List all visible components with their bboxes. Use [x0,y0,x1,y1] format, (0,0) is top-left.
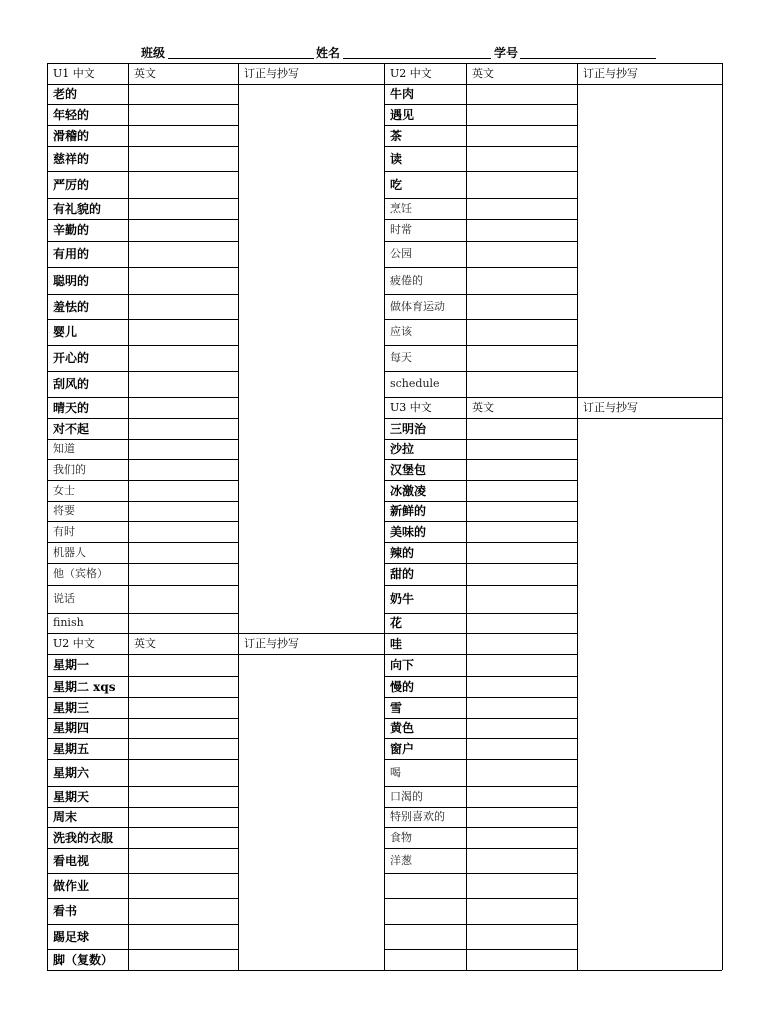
vocab-chinese-cell: finish [53,616,84,629]
vocab-chinese-cell: 奶牛 [390,592,415,606]
english-answer-cell[interactable] [466,949,577,970]
english-answer-cell[interactable] [128,459,238,480]
vocab-chinese-cell: 遇见 [390,107,415,122]
vocab-chinese-cell: 辣的 [390,545,415,560]
english-answer-cell[interactable] [466,104,577,125]
class-blank[interactable] [168,58,314,59]
english-answer-cell[interactable] [128,125,238,146]
correction-column-header: 订正与抄写 [244,66,299,80]
english-answer-cell[interactable] [128,345,238,371]
english-answer-cell[interactable] [466,198,577,219]
vocab-chinese-cell: 辛勤的 [53,223,90,237]
vocab-chinese-cell: 看电视 [53,853,90,868]
vocab-chinese-cell: 他（宾格） [53,567,108,580]
vocab-chinese-cell: 公园 [390,247,412,260]
vocab-chinese-cell: 洋葱 [390,853,412,867]
english-answer-cell[interactable] [466,501,577,521]
vocab-chinese-cell: 我们的 [53,462,86,476]
vocab-chinese-cell: 汉堡包 [390,462,427,477]
english-answer-cell[interactable] [466,439,577,459]
vocab-chinese-cell: 羞怯的 [53,299,90,314]
english-answer-cell[interactable] [128,924,238,949]
english-answer-cell[interactable] [128,219,238,241]
english-answer-cell[interactable] [466,219,577,241]
english-answer-cell[interactable] [128,104,238,125]
english-answer-cell[interactable] [128,198,238,219]
vocab-chinese-cell: 新鲜的 [390,504,427,518]
english-answer-cell[interactable] [128,563,238,585]
chinese-blank-cell[interactable] [384,898,466,924]
vocab-chinese-cell: 特别喜欢的 [390,810,445,823]
vocab-chinese-cell: 周末 [53,810,78,824]
english-column-header: 英文 [134,636,156,650]
english-answer-cell[interactable] [128,759,238,786]
correction-column-header: 订正与抄写 [583,400,638,414]
english-answer-cell[interactable] [128,949,238,970]
english-answer-cell[interactable] [128,171,238,198]
english-answer-cell[interactable] [466,345,577,371]
vocab-chinese-cell: 应该 [390,325,412,338]
vocab-chinese-cell: 口渴的 [390,789,423,803]
vocab-chinese-cell: 知道 [53,442,75,455]
vocab-chinese-cell: 甜的 [390,567,415,581]
vocab-chinese-cell: 牛肉 [390,87,415,101]
english-answer-cell[interactable] [128,371,238,397]
chinese-blank-cell[interactable] [384,873,466,898]
vocab-chinese-cell: 疲倦的 [390,273,423,287]
english-answer-cell[interactable] [466,480,577,501]
english-answer-cell[interactable] [466,827,577,848]
english-answer-cell[interactable] [128,397,238,418]
english-answer-cell[interactable] [466,563,577,585]
english-answer-cell[interactable] [128,676,238,697]
english-answer-cell[interactable] [466,542,577,563]
english-answer-cell[interactable] [128,718,238,738]
english-answer-cell[interactable] [466,267,577,294]
english-answer-cell[interactable] [466,613,577,633]
name-blank[interactable] [343,58,491,59]
english-answer-cell[interactable] [466,585,577,613]
vocab-chinese-cell: 喝 [390,765,401,779]
english-answer-cell[interactable] [128,84,238,104]
vocab-chinese-cell: 刮风的 [53,377,90,391]
vocab-chinese-cell: 机器人 [53,545,86,559]
english-answer-cell[interactable] [128,898,238,924]
english-answer-cell[interactable] [466,759,577,786]
vocab-chinese-cell: 老的 [53,87,78,101]
vocab-chinese-cell: 晴天的 [53,400,90,415]
row-rule [47,970,238,971]
id-blank[interactable] [520,58,656,59]
vocab-chinese-cell: 女士 [53,483,75,497]
english-answer-cell[interactable] [466,718,577,738]
vocab-chinese-cell: schedule [390,377,440,390]
english-answer-cell[interactable] [466,371,577,397]
vocab-chinese-cell: 慢的 [390,679,415,694]
english-answer-cell[interactable] [466,521,577,542]
english-answer-cell[interactable] [466,848,577,873]
vocab-chinese-cell: 慈祥的 [53,151,90,166]
correction-area[interactable] [577,84,722,397]
column-rule [384,63,385,970]
english-answer-cell[interactable] [128,241,238,267]
vocab-chinese-cell: 严厉的 [53,177,90,192]
vocab-chinese-cell: 向下 [390,658,415,672]
chinese-blank-cell[interactable] [384,949,466,970]
english-answer-cell[interactable] [466,146,577,171]
vocab-chinese-cell: 哇 [390,636,403,651]
english-answer-cell[interactable] [128,807,238,827]
english-answer-cell[interactable] [466,738,577,759]
vocab-chinese-cell: 星期三 [53,700,90,715]
english-answer-cell[interactable] [128,738,238,759]
name-label: 姓名 [316,46,341,60]
vocab-chinese-cell: 星期一 [53,658,90,672]
vocab-chinese-cell: 美味的 [390,524,427,539]
english-answer-cell[interactable] [128,827,238,848]
vocab-chinese-cell: 读 [390,151,403,166]
vocab-chinese-cell: 说话 [53,592,75,605]
vocab-chinese-cell: 做体育运动 [390,299,445,313]
header [0,44,768,64]
row-rule [384,397,722,398]
column-rule [47,63,48,970]
vocab-chinese-cell: 烹饪 [390,201,412,215]
vocab-chinese-cell: 对不起 [53,421,90,436]
english-answer-cell[interactable] [128,480,238,501]
vocab-chinese-cell: 看书 [53,904,78,918]
vocab-chinese-cell: 沙拉 [390,442,415,456]
english-answer-cell[interactable] [128,613,238,633]
english-answer-cell[interactable] [466,873,577,898]
english-column-header: 英文 [472,400,494,414]
correction-column-header: 订正与抄写 [583,66,638,80]
english-answer-cell[interactable] [128,267,238,294]
english-answer-cell[interactable] [128,848,238,873]
english-answer-cell[interactable] [466,84,577,104]
english-answer-cell[interactable] [466,697,577,718]
english-column-header: 英文 [134,66,156,80]
vocab-chinese-cell: 星期二 xqs [53,679,116,694]
vocab-chinese-cell: 时常 [390,223,412,236]
vocab-chinese-cell: 窗户 [390,741,415,756]
vocab-chinese-cell: 花 [390,616,403,630]
vocab-chinese-cell: 雪 [390,700,403,715]
english-answer-cell[interactable] [128,439,238,459]
column-rule [722,63,723,970]
vocab-chinese-cell: 婴儿 [53,325,78,339]
vocab-chinese-cell: 滑稽的 [53,128,90,143]
english-answer-cell[interactable] [128,873,238,898]
id-label: 学号 [494,46,519,60]
english-answer-cell[interactable] [466,241,577,267]
english-answer-cell[interactable] [128,501,238,521]
vocab-chinese-cell: 星期四 [53,721,90,735]
english-answer-cell[interactable] [466,786,577,807]
vocab-chinese-cell: 有时 [53,524,75,538]
vocab-chinese-cell: 聪明的 [53,273,90,288]
vocab-chinese-cell: 食物 [390,830,412,844]
english-answer-cell[interactable] [466,924,577,949]
english-answer-cell[interactable] [128,418,238,439]
english-answer-cell[interactable] [128,146,238,171]
english-answer-cell[interactable] [466,125,577,146]
vocab-chinese-cell: 做作业 [53,878,90,893]
english-answer-cell[interactable] [128,294,238,319]
english-answer-cell[interactable] [128,521,238,542]
english-answer-cell[interactable] [128,585,238,613]
english-answer-cell[interactable] [128,319,238,345]
vocab-chinese-cell: 脚（复数） [53,952,114,967]
english-column-header: 英文 [472,66,494,80]
english-answer-cell[interactable] [128,697,238,718]
vocab-chinese-cell: 冰激凌 [390,483,427,498]
row-rule [384,970,577,971]
vocab-chinese-cell: 有礼貌的 [53,201,102,216]
vocab-table [47,63,722,971]
english-answer-cell[interactable] [466,294,577,319]
english-answer-cell[interactable] [466,418,577,439]
correction-area[interactable] [238,84,384,633]
row-rule [47,633,384,634]
vocab-chinese-cell: 星期五 [53,741,90,756]
english-answer-cell[interactable] [466,898,577,924]
english-answer-cell[interactable] [466,807,577,827]
vocab-chinese-cell: 有用的 [53,247,90,261]
vocab-chinese-cell: 星期天 [53,789,90,804]
chinese-blank-cell[interactable] [384,924,466,949]
vocab-chinese-cell: 踢足球 [53,929,90,944]
correction-column-header: 订正与抄写 [244,636,299,650]
english-answer-cell[interactable] [466,633,577,654]
vocab-chinese-cell: 洗我的衣服 [53,830,114,845]
u1-chinese-header: U1 中文 [53,66,95,80]
english-answer-cell[interactable] [128,654,238,676]
vocab-chinese-cell: 三明治 [390,421,427,436]
correction-area[interactable] [238,654,384,970]
english-answer-cell[interactable] [466,171,577,198]
u2-chinese-header: U2 中文 [53,636,95,650]
english-answer-cell[interactable] [466,459,577,480]
vocab-chinese-cell: 开心的 [53,351,90,365]
english-answer-cell[interactable] [466,676,577,697]
vocab-chinese-cell: 黄色 [390,721,415,735]
english-answer-cell[interactable] [466,654,577,676]
correction-area[interactable] [577,418,722,970]
vocab-chinese-cell: 星期六 [53,765,90,780]
english-answer-cell[interactable] [128,542,238,563]
vocab-chinese-cell: 吃 [390,177,403,192]
u3-chinese-header: U3 中文 [390,400,432,414]
vocab-chinese-cell: 年轻的 [53,107,90,122]
vocab-chinese-cell: 茶 [390,128,403,143]
vocab-chinese-cell: 将要 [53,504,75,517]
vocab-chinese-cell: 每天 [390,351,412,364]
english-answer-cell[interactable] [466,319,577,345]
class-label: 班级 [141,46,166,60]
u2-chinese-header: U2 中文 [390,66,432,80]
english-answer-cell[interactable] [128,786,238,807]
